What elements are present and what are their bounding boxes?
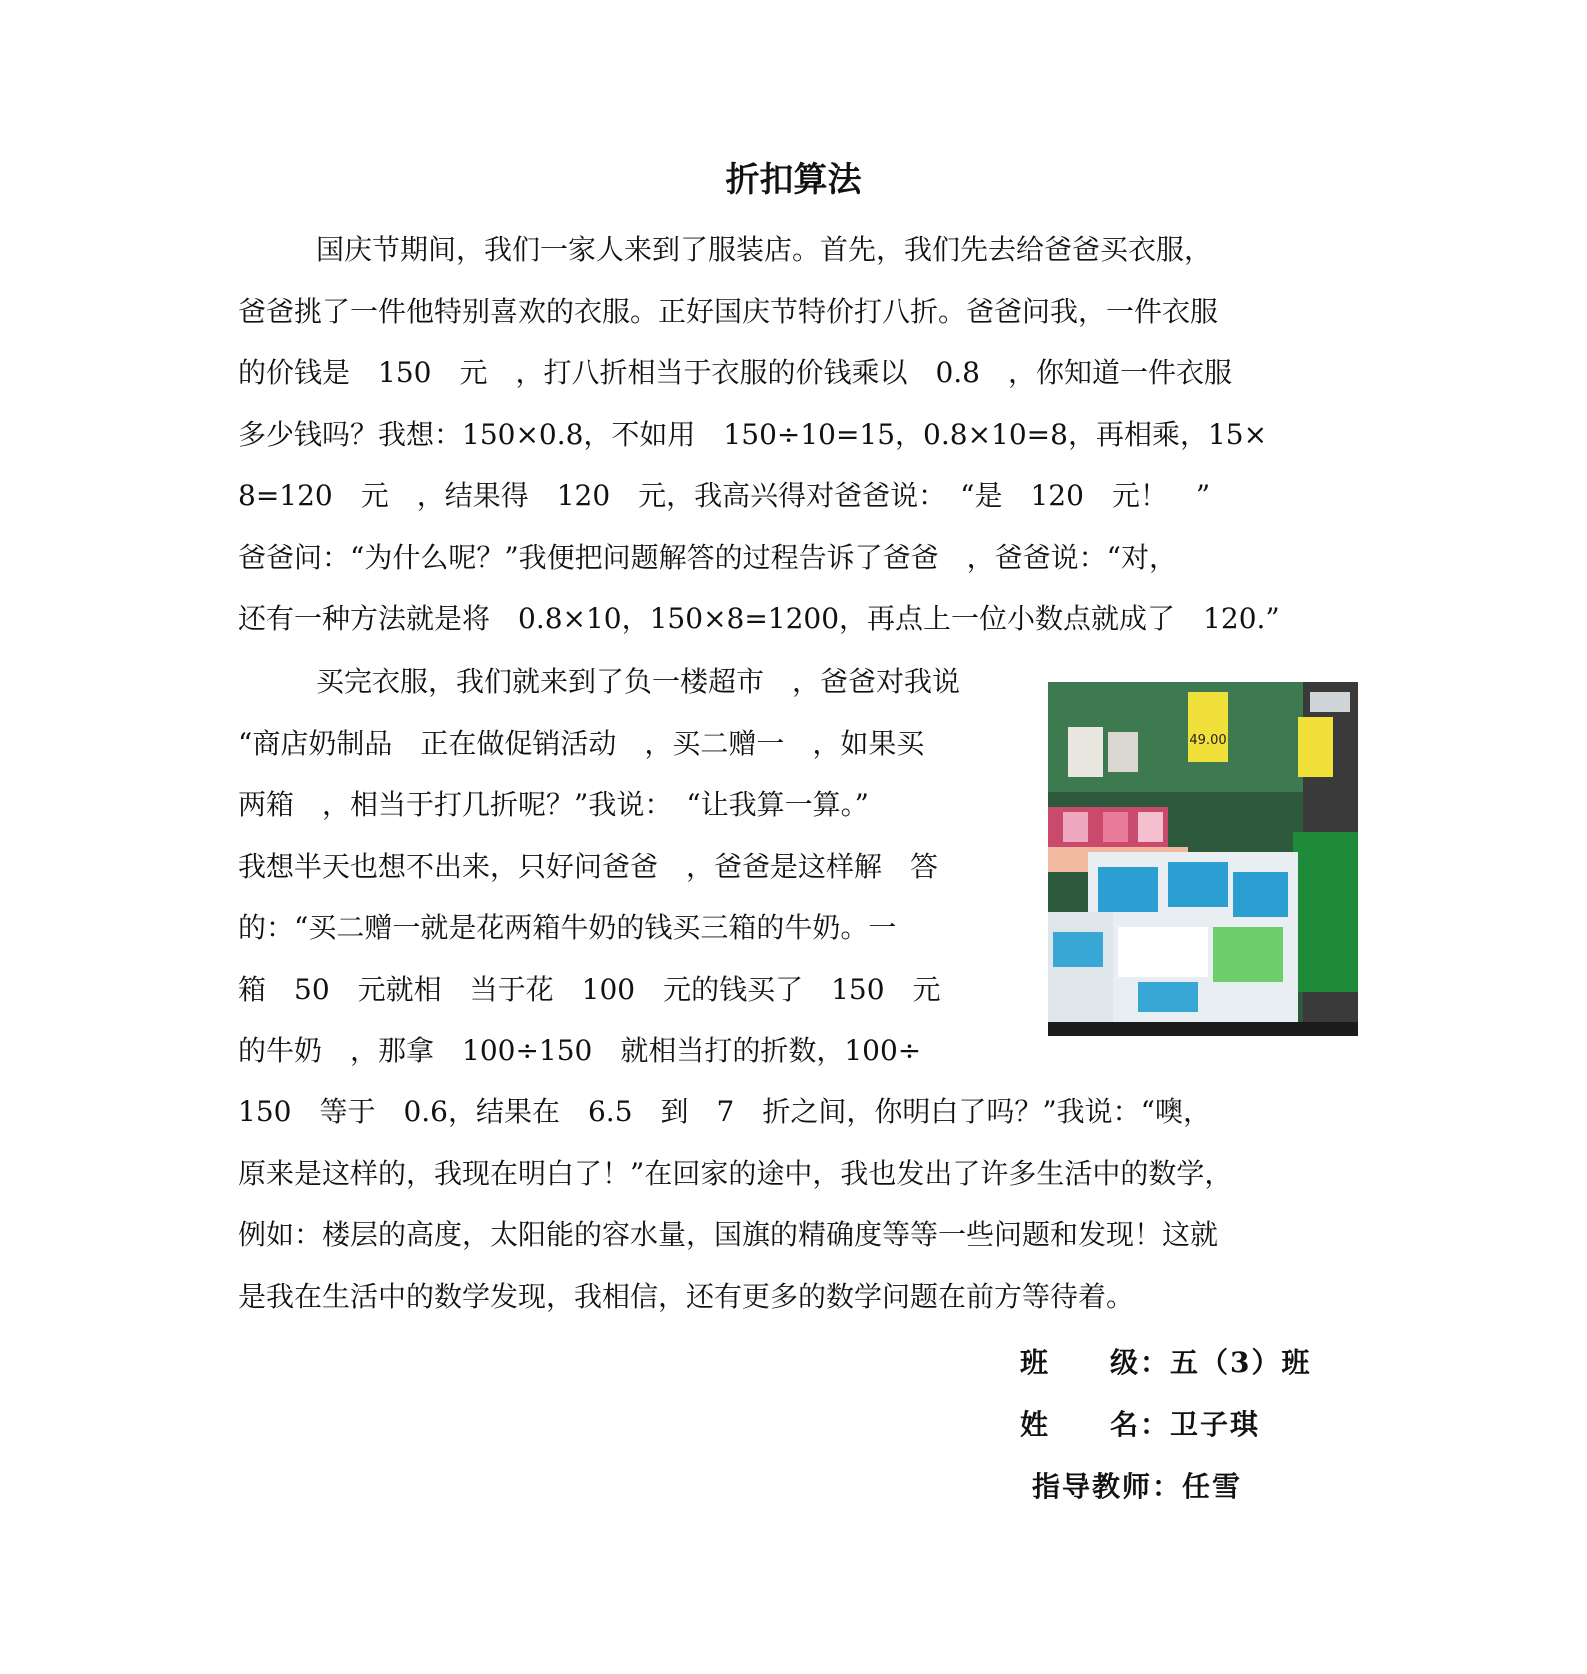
text-line: 我想半天也想不出来，只好问爸爸 ，爸爸是这样解 答 (238, 849, 939, 883)
text-line: 原来是这样的，我现在明白了！”在回家的途中，我也发出了许多生活中的数学， (238, 1156, 1233, 1190)
text-line: 爸爸挑了一件他特别喜欢的衣服。正好国庆节特价打八折。爸爸问我，一件衣服 (238, 294, 1219, 328)
text-line: 的：“买二赠一就是花两箱牛奶的钱买三箱的牛奶。一 (238, 911, 897, 944)
class-info: 班 级：五（3）班 (1020, 1346, 1312, 1379)
text-line: “商店奶制品 正在做促销活动 ，买二赠一 ，如果买 (238, 726, 925, 760)
text-line: 两箱 ，相当于打几折呢？”我说： “让我算一算。” (238, 788, 869, 821)
teacher-name: 指导教师：任雪 (1032, 1470, 1243, 1503)
student-name: 姓 名：卫子琪 (1020, 1408, 1261, 1441)
supermarket-milk-photo (1048, 682, 1358, 1036)
text-line: 国庆节期间，我们一家人来到了服装店。首先，我们先去给爸爸买衣服， (316, 233, 1213, 266)
text-line: 是我在生活中的数学发现，我相信，还有更多的数学问题在前方等待着。 (238, 1279, 1135, 1313)
text-line: 的牛奶 ，那拿 100÷150 就相当打的折数，100÷ (238, 1034, 922, 1067)
text-line: 8=120 元 ，结果得 120 元，我高兴得对爸爸说： “是 120 元！ ” (238, 479, 1211, 512)
text-line: 还有一种方法就是将 0.8×10，150×8=1200，再点上一位小数点就成了 120.” (238, 602, 1280, 635)
paragraph-3 (238, 1081, 1232, 1327)
price-tag-text: 49.00 (1189, 733, 1227, 748)
article-title: 折扣算法 (725, 160, 862, 200)
paragraph-2 (238, 651, 960, 1082)
text-line: 多少钱吗？我想：150×0.8，不如用 150÷10=15，0.8×10=8，再相乘，15× (238, 417, 1268, 451)
paragraph-1 (238, 219, 1280, 650)
text-line: 例如：楼层的高度，太阳能的容水量，国旗的精确度等等一些问题和发现！这就 (238, 1218, 1219, 1251)
text-line: 爸爸问：“为什么呢？”我便把问题解答的过程告诉了爸爸 ，爸爸说：“对， (238, 540, 1177, 574)
text-line: 150 等于 0.6，结果在 6.5 到 7 折之间，你明白了吗？”我说：“噢， (238, 1095, 1211, 1128)
text-line: 的价钱是 150 元 ，打八折相当于衣服的价钱乘以 0.8 ，你知道一件衣服 (238, 356, 1232, 389)
supermarket-photo-illustration (1048, 682, 1358, 1036)
text-line: 买完衣服，我们就来到了负一楼超市 ，爸爸对我说 (316, 665, 961, 698)
text-line: 箱 50 元就相 当于花 100 元的钱买了 150 元 (238, 972, 941, 1006)
